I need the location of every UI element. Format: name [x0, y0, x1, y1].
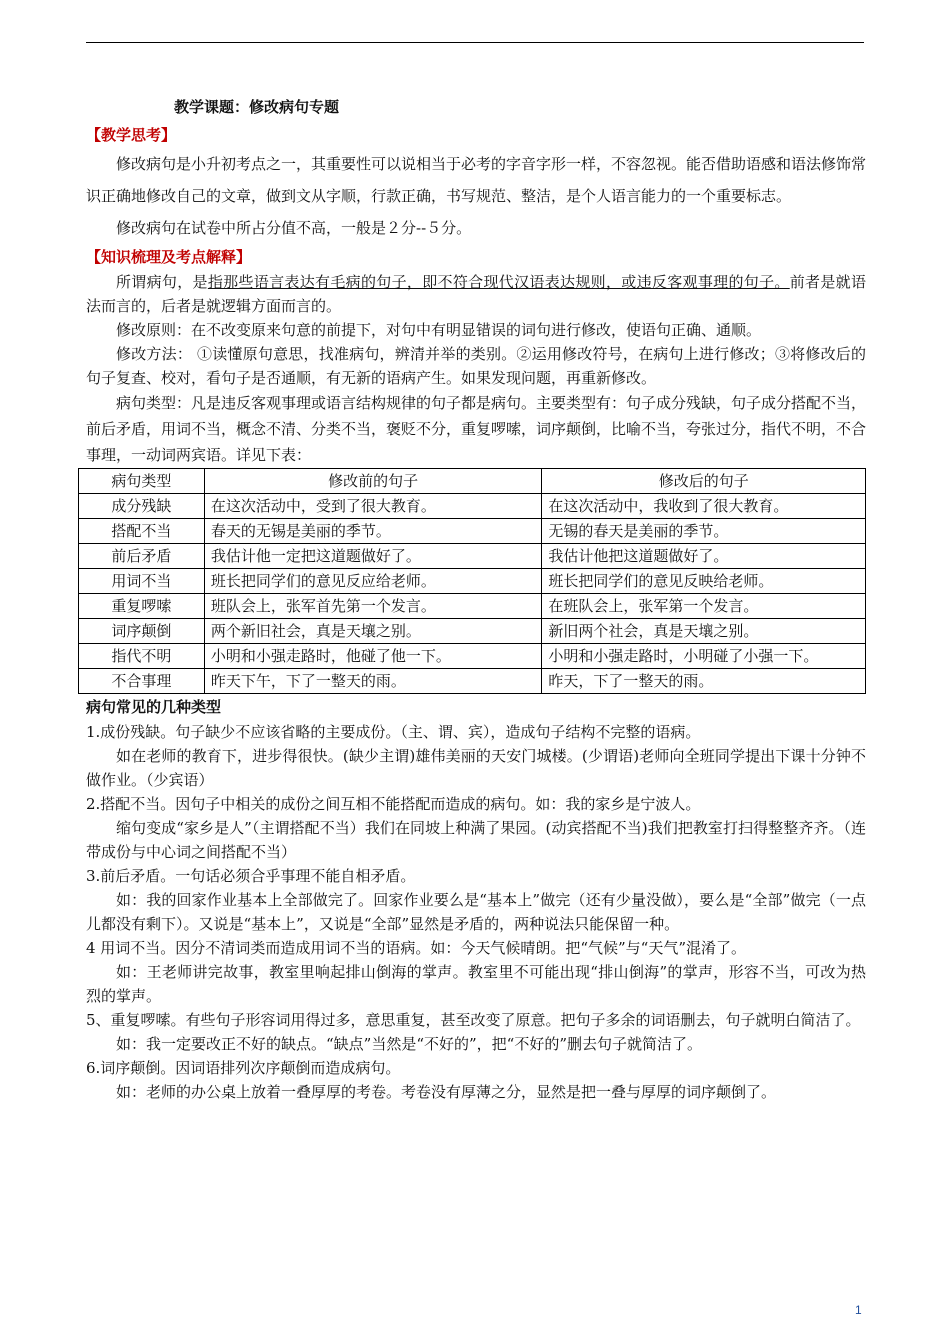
table-cell: 前后矛盾: [79, 544, 205, 569]
table-row: [79, 669, 866, 694]
document-body: [86, 96, 866, 1104]
table-cell: 两个新旧社会，真是天壤之别。: [204, 619, 542, 644]
type-item: 4 用词不当。因分不清词类而造成用词不当的语病。如：今天气候晴朗。把“气候”与“天气”混淆了。: [86, 939, 746, 957]
table-cell: 成分残缺: [79, 494, 205, 519]
table-header-cell: 病句类型: [79, 469, 205, 494]
table-row: [79, 594, 866, 619]
table-cell: 在班队会上，张军第一个发言。: [542, 594, 866, 619]
table-cell: 小明和小强走路时，他碰了他一下。: [204, 644, 542, 669]
table-row: [79, 619, 866, 644]
header-rule: [86, 42, 864, 43]
table-cell: 昨天，下了一整天的雨。: [542, 669, 866, 694]
table-row: [79, 644, 866, 669]
table-cell: 重复啰嗦: [79, 594, 205, 619]
type-example: 如：我一定要改正不好的缺点。“缺点”当然是“不好的”，把“不好的”删去句子就简洁了。: [116, 1035, 703, 1053]
table-cell: 用词不当: [79, 569, 205, 594]
table-cell: 班长把同学们的意见反应给老师。: [204, 569, 542, 594]
table-header-cell: 修改后的句子: [542, 469, 866, 494]
type-example: 缩句变成“家乡是人”（主谓搭配不当）我们在同坡上种满了果园。(动宾搭配不当)我们把教室打扫得整整齐齐。（连带成份与中心词之间搭配不当）: [86, 819, 866, 861]
table-cell: 在这次活动中，受到了很大教育。: [204, 494, 542, 519]
type-item: 1.成份残缺。句子缺少不应该省略的主要成份。（主、谓、宾），造成句子结构不完整的语病。: [86, 723, 701, 741]
paragraph: 修改病句在试卷中所占分值不高，一般是２分--５分。: [116, 219, 472, 237]
type-example: 如：王老师讲完故事，教室里响起排山倒海的掌声。教室里不可能出现“排山倒海”的掌声，形容不当，可改为热烈的掌声。: [86, 963, 866, 1005]
page-number: 1: [855, 1303, 862, 1317]
section-heading-teaching-thoughts: 【教学思考】: [86, 126, 177, 144]
table-cell: 词序颠倒: [79, 619, 205, 644]
sentence-types-table: [78, 468, 866, 694]
type-list: [86, 720, 866, 1104]
definition-underlined: 指那些语言表达有毛病的句子，即不符合现代汉语表达规则，或违反客观事理的句子。: [207, 273, 790, 291]
table-row: [79, 494, 866, 519]
method-paragraph: 修改方法： ①读懂原句意思，找准病句，辨清并举的类别。②运用修改符号，在病句上进行修改；③将修改后的句子复查、校对，看句子是否通顺，有无新的语病产生。如果发现问题，再重新修改。: [86, 345, 866, 387]
paragraph: 修改病句是小升初考点之一，其重要性可以说相当于必考的字音字形一样，不容忽视。能否借助语感和语法修饰常识正确地修改自己的文章，做到文从字顺，行款正确，书写规范、整洁，是个人语言能力的一个重要标志。: [86, 155, 867, 205]
table-cell: 班长把同学们的意见反映给老师。: [542, 569, 866, 594]
table-cell: 搭配不当: [79, 519, 205, 544]
table-cell: 不合事理: [79, 669, 205, 694]
section-heading-knowledge: 【知识梳理及考点解释】: [86, 248, 252, 266]
table-row: [79, 569, 866, 594]
type-example: 如在老师的教育下，进步得很快。(缺少主谓)雄伟美丽的天安门城楼。(少谓语)老师向全班同学提出下课十分钟不做作业。（少宾语）: [86, 747, 866, 789]
table-cell: 在这次活动中，我收到了很大教育。: [542, 494, 866, 519]
type-item: 5、重复啰嗦。有些句子形容词用得过多，意思重复，甚至改变了原意。把句子多余的词语删去，句子就明白简洁了。: [86, 1011, 861, 1029]
table-cell: 新旧两个社会，真是天壤之别。: [542, 619, 866, 644]
table-body: [79, 469, 866, 694]
table-cell: 班队会上，张军首先第一个发言。: [204, 594, 542, 619]
definition-post: 前者是就语法而言的，后者是就逻辑方面而言的。: [86, 273, 866, 315]
principle-paragraph: 修改原则：在不改变原来句意的前提下，对句中有明显错误的词句进行修改，使语句正确、通顺。: [116, 321, 762, 339]
table-row: [79, 519, 866, 544]
table-cell: 我估计他把这道题做好了。: [542, 544, 866, 569]
table-header-cell: 修改前的句子: [204, 469, 542, 494]
table-cell: 春天的无锡是美丽的季节。: [204, 519, 542, 544]
definition-pre: 所谓病句，是: [116, 273, 208, 291]
type-item: 2.搭配不当。因句子中相关的成份之间互相不能搭配而造成的病句。如：我的家乡是宁波人。: [86, 795, 701, 813]
section-heading-common-types: 病句常见的几种类型: [86, 698, 222, 716]
type-example: 如：老师的办公桌上放着一叠厚厚的考卷。考卷没有厚薄之分，显然是把一叠与厚厚的词序颠倒了。: [116, 1083, 777, 1101]
table-header-row: [79, 469, 866, 494]
table-cell: 我估计他一定把这道题做好了。: [204, 544, 542, 569]
table-cell: 指代不明: [79, 644, 205, 669]
definition-paragraph: [86, 270, 866, 318]
type-example: 如：我的回家作业基本上全部做完了。回家作业要么是“基本上”做完（还有少量没做），要么是“全部”做完（一点儿都没有剩下）。又说是“基本上”，又说是“全部”显然是矛盾的，两种说法只能保留一种。: [86, 891, 866, 933]
table-row: [79, 544, 866, 569]
table-cell: 昨天下午，下了一整天的雨。: [204, 669, 542, 694]
page-title: 教学课题：修改病句专题: [174, 98, 340, 116]
table-cell: 小明和小强走路时，小明碰了小强一下。: [542, 644, 866, 669]
type-item: 3.前后矛盾。一句话必须合乎事理不能自相矛盾。: [86, 867, 416, 885]
types-paragraph: 病句类型：凡是违反客观事理或语言结构规律的句子都是病句。主要类型有：句子成分残缺，句子成分搭配不当，前后矛盾，用词不当，概念不清、分类不当，褒贬不分，重复啰嗦，词序颠倒，比喻不当，夸张过分，指代不明，不合事理，一动词两宾语。详见下表：: [86, 394, 867, 464]
type-item: 6.词序颠倒。因词语排列次序颠倒而造成病句。: [86, 1059, 401, 1077]
table-cell: 无锡的春天是美丽的季节。: [542, 519, 866, 544]
